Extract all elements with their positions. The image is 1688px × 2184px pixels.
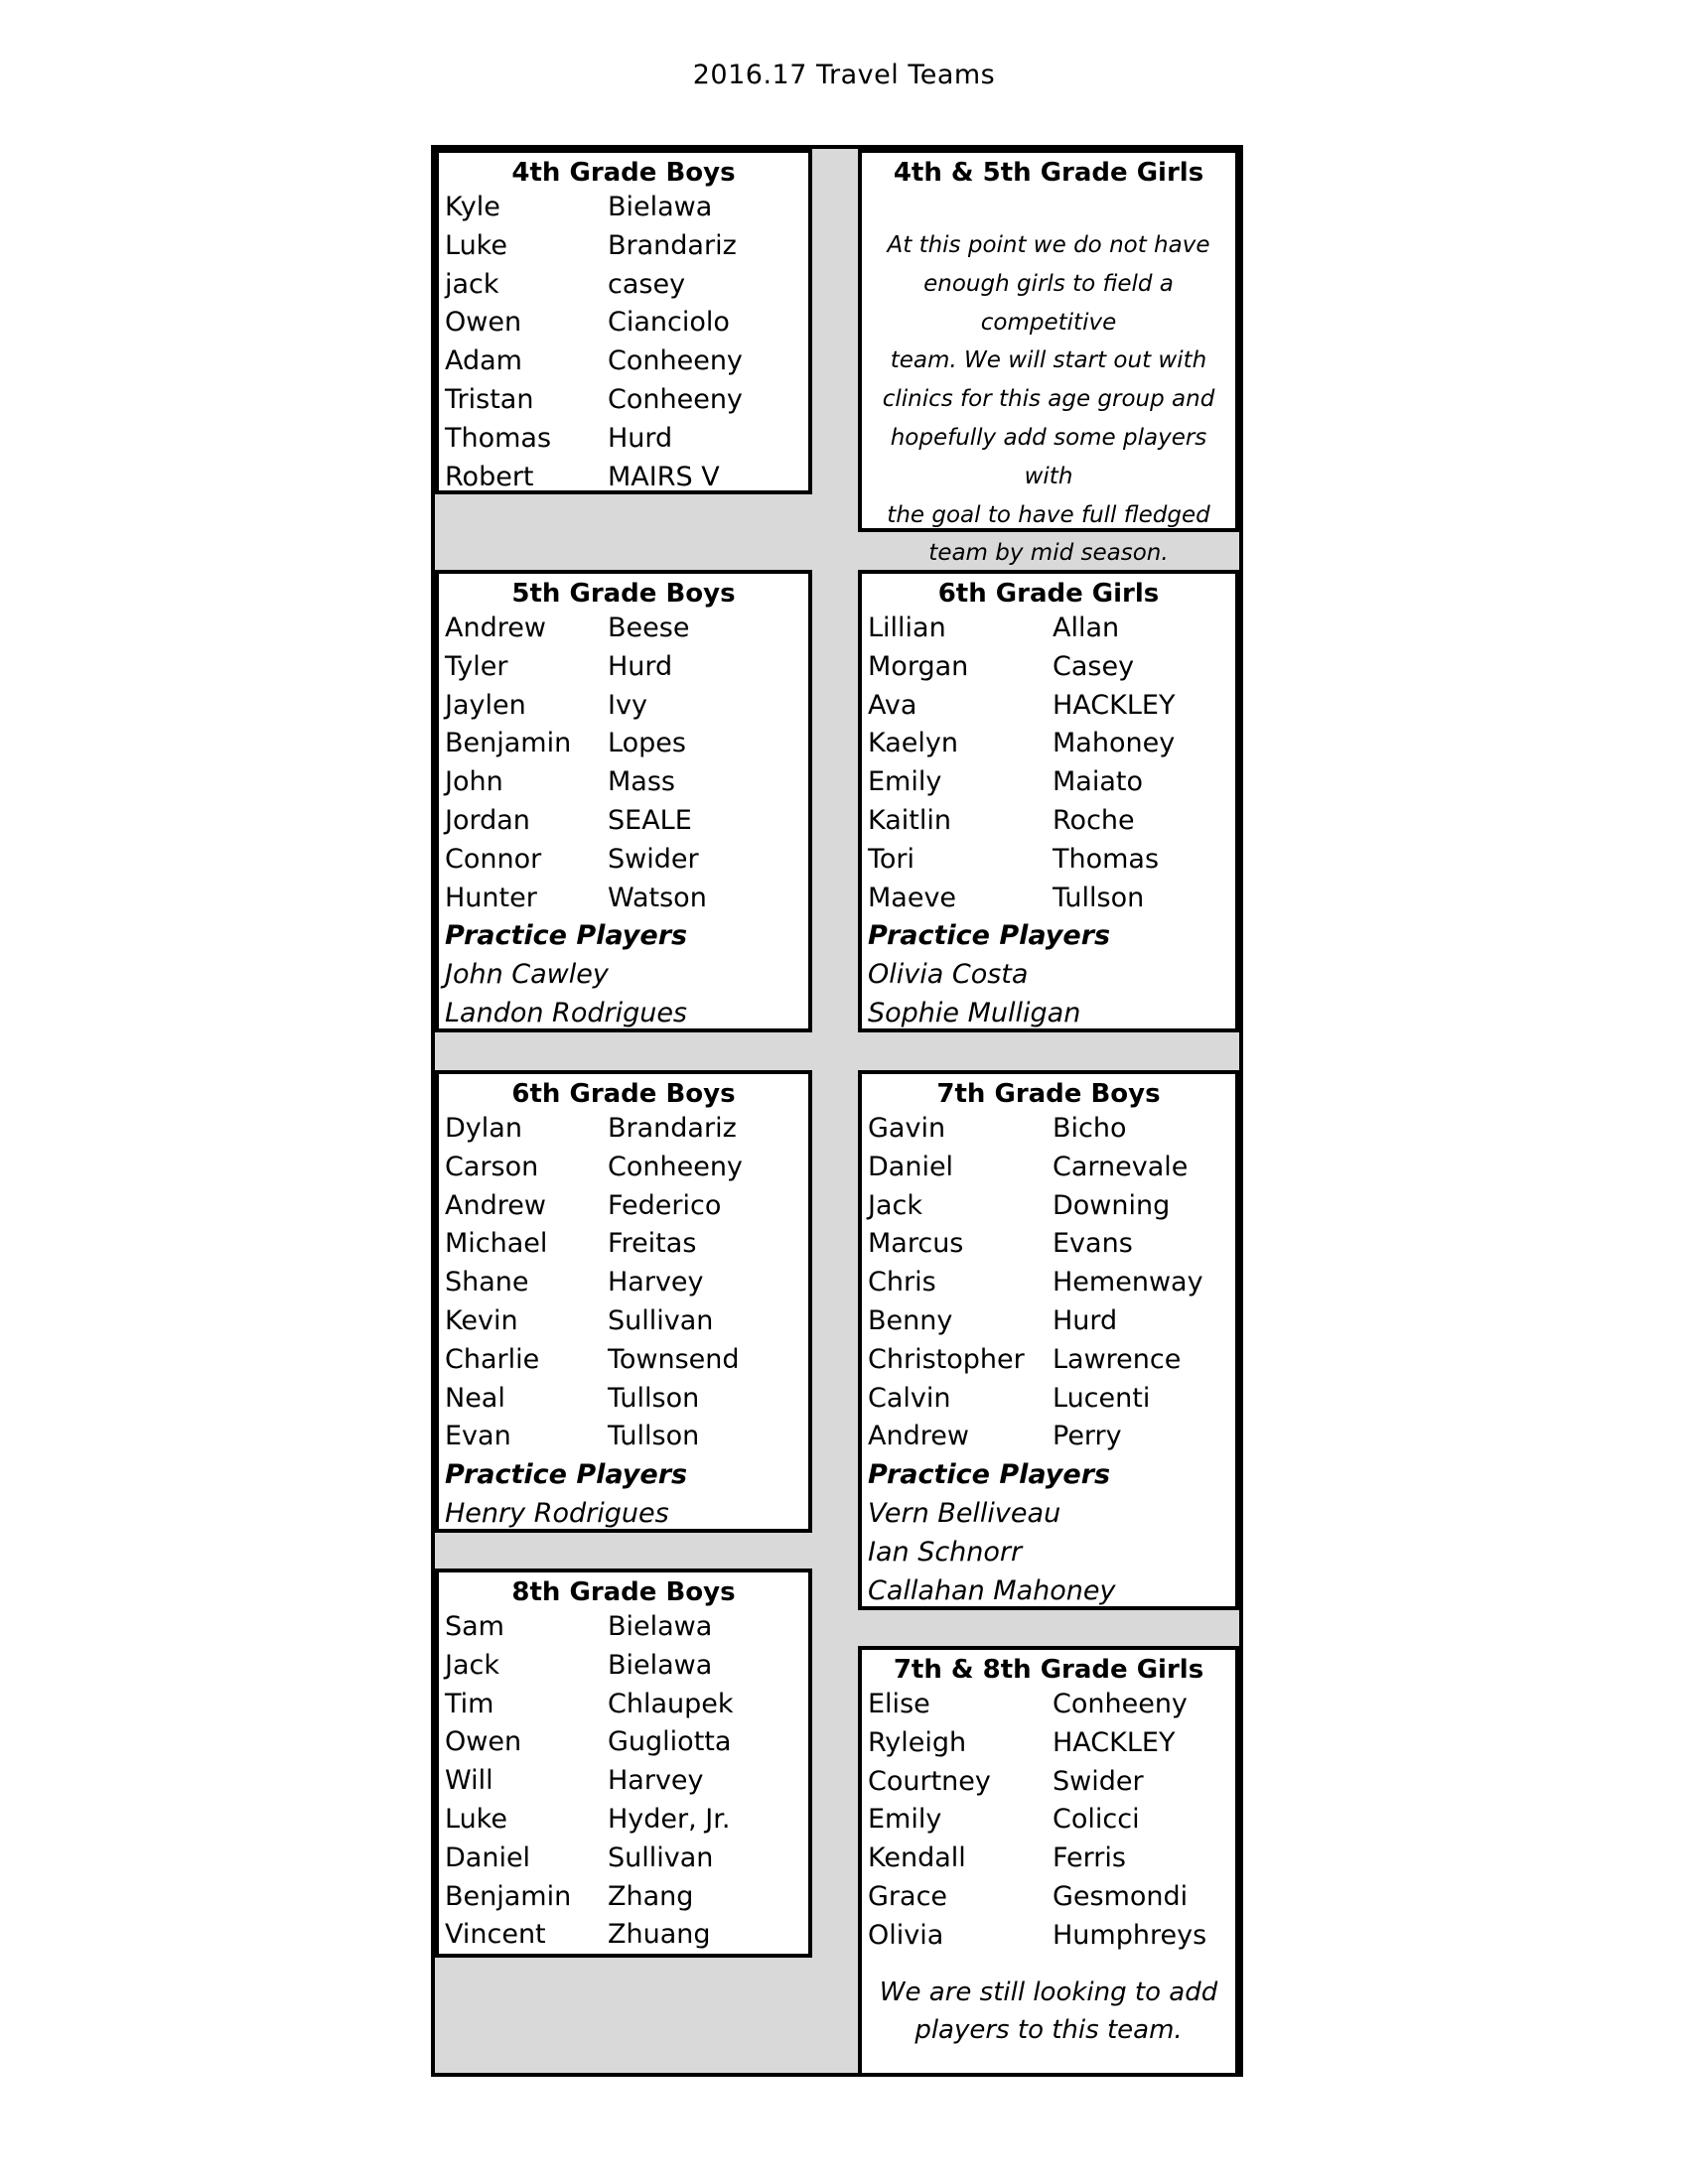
player-last-name: MAIRS V — [608, 461, 720, 492]
player-first-name: Courtney — [868, 1765, 991, 1797]
player-last-name: Mass — [608, 766, 675, 798]
player-last-name: Gesmondi — [1053, 1880, 1189, 1912]
team-heading: 6th Grade Boys — [511, 1079, 736, 1109]
player-row — [868, 610, 1235, 648]
player-first-name: Tori — [868, 843, 915, 875]
player-first-name: Jack — [868, 1189, 922, 1221]
player-last-name: Cianciolo — [608, 307, 730, 339]
player-first-name: Benjamin — [445, 728, 572, 759]
practice-player-name: Sophie Mulligan — [868, 997, 1081, 1028]
player-last-name: HACKLEY — [1053, 1726, 1176, 1758]
player-first-name: Emily — [868, 1804, 942, 1836]
player-row — [445, 1225, 808, 1264]
practice-players-heading: Practice Players — [868, 1459, 1111, 1491]
player-last-name: Hurd — [608, 650, 673, 682]
team-note-line: the goal to have full fledged — [887, 501, 1210, 528]
player-last-name: Swider — [1053, 1765, 1144, 1797]
player-first-name: Jack — [445, 1649, 499, 1681]
player-last-name: Conheeny — [608, 1151, 743, 1182]
player-last-name: Hurd — [1053, 1304, 1118, 1336]
player-first-name: Carson — [445, 1151, 539, 1182]
player-first-name: Olivia — [868, 1919, 944, 1951]
player-last-name: Bicho — [1053, 1113, 1127, 1144]
player-last-name: Perry — [1053, 1421, 1122, 1452]
player-last-name: Carnevale — [1053, 1151, 1189, 1182]
player-row — [445, 420, 808, 459]
player-last-name: Humphreys — [1053, 1919, 1207, 1951]
team-box-4th-5th-grade-girls — [858, 149, 1239, 567]
player-first-name: Andrew — [868, 1421, 969, 1452]
player-row — [445, 1647, 808, 1686]
player-first-name: Tyler — [445, 650, 508, 682]
player-last-name: Downing — [1053, 1189, 1171, 1221]
player-row — [868, 1763, 1235, 1802]
player-last-name: Lucenti — [1053, 1382, 1151, 1414]
player-row — [445, 227, 808, 266]
player-row — [445, 1878, 808, 1917]
player-first-name: Kyle — [445, 192, 500, 222]
team-box-7th-grade-boys — [858, 1070, 1239, 1610]
player-first-name: Emily — [868, 766, 942, 798]
player-last-name: Roche — [1053, 804, 1135, 836]
player-last-name: Lopes — [608, 728, 686, 759]
player-row — [445, 1110, 808, 1149]
player-last-name: Chlaupek — [608, 1688, 734, 1719]
player-last-name: Zhuang — [608, 1919, 711, 1951]
player-first-name: Lillian — [868, 613, 946, 643]
player-last-name: Conheeny — [1053, 1689, 1188, 1719]
player-last-name: Maiato — [1053, 766, 1143, 798]
player-row — [868, 648, 1235, 687]
player-first-name: Evan — [445, 1421, 511, 1452]
practice-players-heading: Practice Players — [445, 1459, 688, 1491]
player-first-name: Dylan — [445, 1113, 522, 1144]
player-last-name: Ferris — [1053, 1843, 1126, 1874]
player-first-name: Maeve — [868, 882, 957, 913]
player-row — [445, 1264, 808, 1302]
player-first-name: Owen — [445, 1726, 522, 1758]
player-last-name: Freitas — [608, 1228, 697, 1260]
player-last-name: Mahoney — [1053, 728, 1176, 759]
player-first-name: Gavin — [868, 1113, 946, 1144]
player-last-name: Tullson — [1053, 882, 1145, 913]
player-row — [445, 1723, 808, 1762]
player-first-name: Elise — [868, 1689, 930, 1719]
player-row — [868, 1686, 1235, 1724]
player-first-name: Ryleigh — [868, 1726, 967, 1758]
practice-player-name: Callahan Mahoney — [868, 1574, 1116, 1606]
player-last-name: Zhang — [608, 1880, 694, 1912]
player-last-name: Townsend — [608, 1343, 740, 1375]
player-last-name: Tullson — [608, 1421, 700, 1452]
player-last-name: Beese — [608, 613, 690, 643]
player-row — [868, 802, 1235, 841]
player-first-name: Shane — [445, 1267, 529, 1298]
team-note-line: team by mid season. — [928, 540, 1169, 567]
player-row — [445, 1801, 808, 1840]
player-first-name: Adam — [445, 345, 522, 377]
practice-player-name: Landon Rodrigues — [445, 997, 688, 1028]
team-heading: 7th & 8th Grade Girls — [893, 1655, 1204, 1685]
player-row — [868, 687, 1235, 726]
player-last-name: Bielawa — [608, 1649, 713, 1681]
player-row — [868, 1418, 1235, 1456]
player-row — [445, 1418, 808, 1456]
team-note-line: clinics for this age group and — [882, 386, 1215, 413]
player-last-name: Tullson — [608, 1382, 700, 1414]
team-note-line: enough girls to field a competitive — [923, 270, 1174, 336]
team-note-line: players to this team. — [914, 2015, 1183, 2046]
team-box-4th-grade-boys — [435, 149, 812, 494]
player-last-name: Lawrence — [1053, 1343, 1182, 1375]
player-row — [445, 687, 808, 726]
team-heading: 5th Grade Boys — [511, 579, 736, 609]
player-row — [445, 1608, 808, 1647]
player-first-name: Hunter — [445, 882, 537, 913]
practice-player-name: Vern Belliveau — [868, 1497, 1061, 1529]
player-row — [445, 304, 808, 342]
player-last-name: Conheeny — [608, 345, 743, 377]
player-row — [868, 1110, 1235, 1149]
player-last-name: Brandariz — [608, 1113, 737, 1144]
player-last-name: Thomas — [1053, 843, 1160, 875]
player-last-name: Sullivan — [608, 1304, 714, 1336]
player-row — [445, 1686, 808, 1724]
player-row — [445, 459, 808, 497]
player-row — [868, 725, 1235, 763]
team-box-5th-grade-boys — [435, 570, 812, 1032]
player-row — [445, 648, 808, 687]
player-last-name: Allan — [1053, 613, 1120, 643]
player-row — [868, 841, 1235, 880]
practice-players-heading: Practice Players — [868, 920, 1111, 952]
player-last-name: Harvey — [608, 1765, 704, 1797]
player-row — [445, 1762, 808, 1801]
player-row — [445, 880, 808, 918]
player-first-name: Morgan — [868, 650, 969, 682]
player-row — [868, 1264, 1235, 1302]
player-row — [445, 802, 808, 841]
player-row — [868, 1380, 1235, 1419]
team-heading: 4th Grade Boys — [511, 158, 736, 188]
player-last-name: Ivy — [608, 689, 647, 721]
player-row — [445, 1380, 808, 1419]
player-row — [868, 1187, 1235, 1226]
player-first-name: Thomas — [445, 422, 552, 454]
player-row — [868, 1801, 1235, 1840]
player-row — [445, 266, 808, 305]
player-first-name: Ava — [868, 689, 917, 721]
player-first-name: Tim — [445, 1688, 494, 1719]
player-first-name: Kendall — [868, 1843, 966, 1874]
player-row — [445, 1341, 808, 1380]
player-row — [445, 381, 808, 420]
document-title: 2016.17 Travel Teams — [692, 60, 996, 90]
player-last-name: HACKLEY — [1053, 689, 1176, 721]
player-row — [445, 1916, 808, 1955]
player-first-name: Calvin — [868, 1382, 951, 1414]
player-row — [868, 1724, 1235, 1763]
player-row — [445, 1302, 808, 1341]
player-first-name: jack — [445, 268, 499, 300]
team-heading: 6th Grade Girls — [937, 579, 1160, 609]
player-last-name: Harvey — [608, 1267, 704, 1298]
player-last-name: Casey — [1053, 650, 1135, 682]
player-last-name: Bielawa — [608, 192, 713, 222]
team-heading: 7th Grade Boys — [936, 1079, 1161, 1109]
player-row — [445, 189, 808, 227]
player-first-name: Luke — [445, 1803, 507, 1835]
player-last-name: Evans — [1053, 1228, 1133, 1260]
player-row — [868, 1149, 1235, 1187]
player-row — [868, 880, 1235, 918]
player-first-name: Charlie — [445, 1343, 540, 1375]
player-row — [868, 763, 1235, 802]
player-first-name: Daniel — [445, 1842, 531, 1873]
player-first-name: Andrew — [445, 613, 546, 643]
player-first-name: Luke — [445, 229, 507, 261]
player-first-name: Sam — [445, 1611, 504, 1642]
player-first-name: Chris — [868, 1267, 936, 1298]
player-row — [868, 1878, 1235, 1917]
practice-player-name: Henry Rodrigues — [445, 1497, 669, 1529]
team-note-line: At this point we do not have — [887, 232, 1210, 258]
player-first-name: Vincent — [445, 1919, 546, 1951]
player-row — [445, 342, 808, 381]
player-first-name: Marcus — [868, 1228, 964, 1260]
player-row — [868, 1917, 1235, 1956]
player-last-name: Swider — [608, 843, 699, 875]
player-last-name: Bielawa — [608, 1611, 713, 1642]
player-first-name: Christopher — [868, 1343, 1025, 1375]
player-first-name: Michael — [445, 1228, 548, 1260]
player-first-name: Kaelyn — [868, 728, 958, 759]
team-note-line: hopefully add some players with — [890, 424, 1207, 489]
player-first-name: Robert — [445, 461, 534, 492]
player-last-name: SEALE — [608, 804, 692, 836]
player-first-name: Andrew — [445, 1189, 546, 1221]
player-last-name: Sullivan — [608, 1842, 714, 1873]
player-first-name: Jordan — [445, 804, 530, 836]
player-row — [445, 841, 808, 880]
team-note-line: team. We will start out with — [890, 347, 1207, 374]
player-last-name: Conheeny — [608, 383, 743, 415]
practice-players-heading: Practice Players — [445, 920, 688, 952]
player-row — [868, 1341, 1235, 1380]
team-heading: 4th & 5th Grade Girls — [893, 158, 1204, 188]
player-last-name: Hurd — [608, 422, 673, 454]
player-first-name: Daniel — [868, 1151, 954, 1182]
player-row — [445, 725, 808, 763]
player-first-name: Kevin — [445, 1304, 518, 1336]
player-last-name: Colicci — [1053, 1804, 1140, 1836]
practice-player-name: Ian Schnorr — [868, 1536, 1023, 1568]
player-row — [445, 1187, 808, 1226]
team-heading: 8th Grade Boys — [511, 1577, 736, 1607]
player-last-name: Federico — [608, 1189, 722, 1221]
player-first-name: Jaylen — [445, 689, 526, 721]
team-note-line: We are still looking to add — [879, 1977, 1218, 2007]
player-first-name: John — [445, 766, 503, 798]
player-row — [868, 1302, 1235, 1341]
team-box-6th-grade-boys — [435, 1070, 812, 1533]
player-first-name: Benny — [868, 1304, 953, 1336]
player-last-name: Brandariz — [608, 229, 737, 261]
player-last-name: Hyder, Jr. — [608, 1803, 731, 1835]
player-row — [868, 1840, 1235, 1878]
player-first-name: Kaitlin — [868, 804, 951, 836]
player-last-name: Gugliotta — [608, 1726, 732, 1758]
player-row — [445, 763, 808, 802]
team-note — [868, 226, 1235, 573]
player-last-name: Watson — [608, 882, 707, 913]
player-first-name: Tristan — [445, 383, 534, 415]
player-first-name: Owen — [445, 307, 522, 339]
player-row — [868, 1225, 1235, 1264]
player-first-name: Benjamin — [445, 1880, 572, 1912]
player-row — [445, 610, 808, 648]
practice-player-name: Olivia Costa — [868, 959, 1029, 991]
player-first-name: Connor — [445, 843, 542, 875]
player-first-name: Neal — [445, 1382, 505, 1414]
player-row — [445, 1149, 808, 1187]
team-box-6th-grade-girls — [858, 570, 1239, 1032]
player-last-name: Hemenway — [1053, 1267, 1203, 1298]
team-box-7th-8th-grade-girls — [858, 1646, 1239, 2077]
team-box-8th-grade-boys — [435, 1569, 812, 1958]
team-note — [868, 1974, 1235, 2051]
player-first-name: Grace — [868, 1880, 948, 1912]
player-last-name: casey — [608, 268, 686, 300]
player-row — [445, 1840, 808, 1878]
practice-player-name: John Cawley — [445, 959, 609, 991]
player-first-name: Will — [445, 1765, 493, 1797]
